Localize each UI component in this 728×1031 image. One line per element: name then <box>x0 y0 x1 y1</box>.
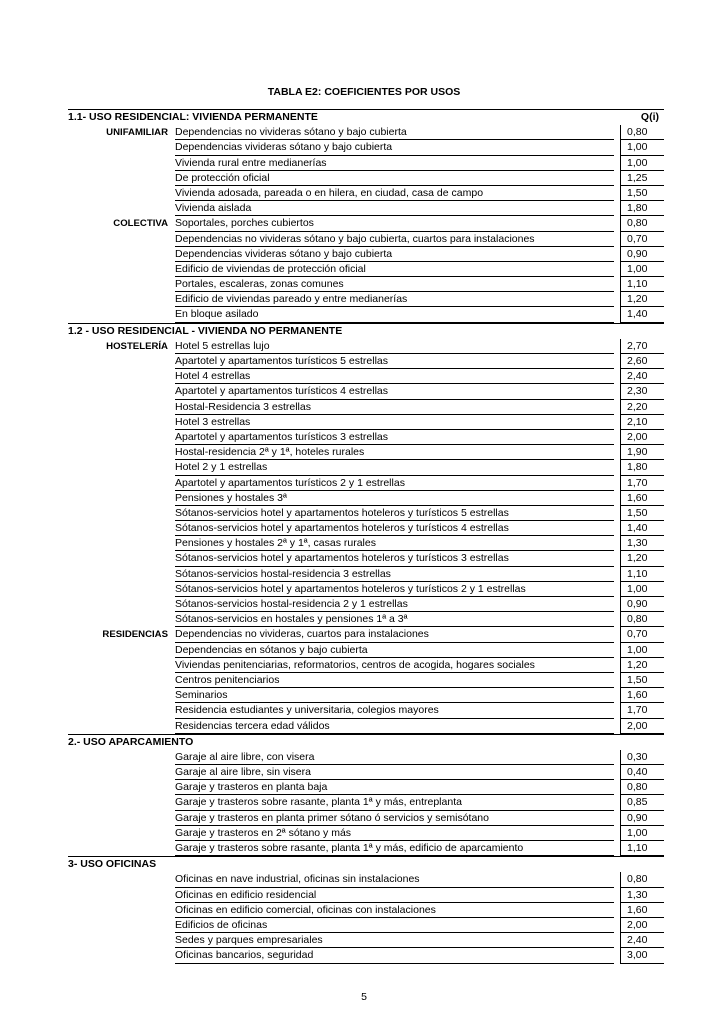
table-row <box>68 506 664 521</box>
row-description: Viviendas penitenciarias, reformatorios, centros de acogida, hogares sociales <box>175 658 614 673</box>
row-description: Dependencias no vivideras sótano y bajo cubierta, cuartos para instalaciones <box>175 232 614 247</box>
row-coefficient: 0,90 <box>620 597 664 612</box>
table-row <box>68 658 664 673</box>
row-description: Sótanos-servicios hostal-residencia 2 y 1 estrellas <box>175 597 614 612</box>
row-description: Edificio de viviendas de protección oficial <box>175 262 614 277</box>
row-description: Edificio de viviendas pareado y entre medianerías <box>175 292 614 307</box>
row-description: Dependencias no vivideras sótano y bajo cubierta <box>175 125 614 140</box>
row-description: Sótanos-servicios hotel y apartamentos hoteleros y turísticos 3 estrellas <box>175 551 614 566</box>
row-description: Residencias tercera edad válidos <box>175 719 614 734</box>
row-description: Garaje y trasteros en planta baja <box>175 780 614 795</box>
row-coefficient: 2,10 <box>620 415 664 430</box>
row-coefficient: 0,90 <box>620 811 664 826</box>
row-coefficient: 0,40 <box>620 765 664 780</box>
row-coefficient: 1,40 <box>620 307 664 322</box>
row-description: Vivienda adosada, pareada o en hilera, en ciudad, casa de campo <box>175 186 614 201</box>
row-coefficient: 1,70 <box>620 703 664 718</box>
row-description: Oficinas bancarios, seguridad <box>175 948 614 963</box>
table-row <box>68 140 664 155</box>
table-row <box>68 918 664 933</box>
table-row <box>68 826 664 841</box>
row-coefficient: 2,00 <box>620 430 664 445</box>
row-description: Garaje y trasteros en planta primer sótano ó servicios y semisótano <box>175 811 614 826</box>
table-row <box>68 262 664 277</box>
table-row <box>68 400 664 415</box>
row-description: Edificios de oficinas <box>175 918 614 933</box>
row-coefficient: 3,00 <box>620 948 664 963</box>
table-row <box>68 307 664 322</box>
row-description: Apartotel y apartamentos turísticos 2 y 1 estrellas <box>175 476 614 491</box>
row-description: De protección oficial <box>175 171 614 186</box>
row-coefficient: 0,80 <box>620 872 664 887</box>
section-heading <box>68 856 664 872</box>
row-coefficient: 1,80 <box>620 201 664 216</box>
table-row <box>68 872 664 887</box>
section-heading <box>68 323 664 339</box>
table-row <box>68 445 664 460</box>
row-description: Residencia estudiantes y universitaria, colegios mayores <box>175 703 614 718</box>
row-description: Vivienda aislada <box>175 201 614 216</box>
table-row <box>68 384 664 399</box>
table-row <box>68 430 664 445</box>
row-coefficient: 0,80 <box>620 780 664 795</box>
row-description: Oficinas en edificio residencial <box>175 888 614 903</box>
table-row <box>68 567 664 582</box>
row-coefficient: 1,25 <box>620 171 664 186</box>
row-coefficient: 1,00 <box>620 826 664 841</box>
table-row <box>68 216 664 231</box>
table-row <box>68 476 664 491</box>
row-coefficient: 1,40 <box>620 521 664 536</box>
row-description: Sótanos-servicios hotel y apartamentos hoteleros y turísticos 2 y 1 estrellas <box>175 582 614 597</box>
row-description: Dependencias vivideras sótano y bajo cubierta <box>175 140 614 155</box>
row-description: En bloque asilado <box>175 307 614 322</box>
table-row <box>68 811 664 826</box>
table-row <box>68 491 664 506</box>
row-description: Garaje y trasteros sobre rasante, planta 1ª y más, edificio de aparcamiento <box>175 841 614 856</box>
row-description: Hotel 5 estrellas lujo <box>175 339 614 354</box>
row-coefficient: 2,70 <box>620 339 664 354</box>
row-coefficient: 1,00 <box>620 643 664 658</box>
table-row <box>68 765 664 780</box>
row-coefficient: 0,70 <box>620 627 664 642</box>
row-description: Hotel 3 estrellas <box>175 415 614 430</box>
row-description: Sótanos-servicios hostal-residencia 3 estrellas <box>175 567 614 582</box>
table-row <box>68 247 664 262</box>
row-coefficient: 1,90 <box>620 445 664 460</box>
table-row <box>68 415 664 430</box>
row-coefficient: 1,80 <box>620 460 664 475</box>
row-coefficient: 1,10 <box>620 567 664 582</box>
row-coefficient: 1,70 <box>620 476 664 491</box>
row-coefficient: 1,30 <box>620 888 664 903</box>
row-coefficient: 1,20 <box>620 551 664 566</box>
table-row <box>68 460 664 475</box>
table-row <box>68 521 664 536</box>
row-coefficient: 2,60 <box>620 354 664 369</box>
row-coefficient: 0,70 <box>620 232 664 247</box>
table-row <box>68 186 664 201</box>
table-row <box>68 171 664 186</box>
table-row <box>68 125 664 140</box>
q-column-header: Q(i) <box>640 111 659 123</box>
row-coefficient: 0,80 <box>620 125 664 140</box>
row-description: Apartotel y apartamentos turísticos 5 estrellas <box>175 354 614 369</box>
row-coefficient: 0,90 <box>620 247 664 262</box>
section-heading-text: 1.2 - USO RESIDENCIAL - VIVIENDA NO PERMANENTE <box>68 324 343 337</box>
row-description: Dependencias vivideras sótano y bajo cubierta <box>175 247 614 262</box>
row-description: Garaje y trasteros en 2ª sótano y más <box>175 826 614 841</box>
row-description: Vivienda rural entre medianerías <box>175 156 614 171</box>
row-coefficient: 0,85 <box>620 795 664 810</box>
table-title: TABLA E2: COEFICIENTES POR USOS <box>267 86 461 98</box>
row-description: Garaje al aire libre, sin visera <box>175 765 614 780</box>
row-coefficient: 1,50 <box>620 506 664 521</box>
row-coefficient: 1,60 <box>620 491 664 506</box>
section-heading <box>68 734 664 750</box>
row-description: Portales, escaleras, zonas comunes <box>175 277 614 292</box>
row-coefficient: 2,00 <box>620 918 664 933</box>
section-heading-text: 1.1- USO RESIDENCIAL: VIVIENDA PERMANENTE <box>68 111 318 123</box>
table-row <box>68 156 664 171</box>
row-coefficient: 0,80 <box>620 216 664 231</box>
coefficients-table <box>68 109 664 964</box>
row-coefficient: 2,40 <box>620 369 664 384</box>
table-row <box>68 612 664 627</box>
table-row <box>68 292 664 307</box>
table-row <box>68 354 664 369</box>
row-description: Pensiones y hostales 2ª y 1ª, casas rurales <box>175 536 614 551</box>
table-row <box>68 643 664 658</box>
row-category: COLECTIVA <box>113 218 168 230</box>
row-description: Pensiones y hostales 3ª <box>175 491 614 506</box>
row-description: Hotel 4 estrellas <box>175 369 614 384</box>
table-row <box>68 688 664 703</box>
row-coefficient: 1,00 <box>620 582 664 597</box>
table-row <box>68 948 664 963</box>
row-description: Apartotel y apartamentos turísticos 3 estrellas <box>175 430 614 445</box>
row-coefficient: 1,00 <box>620 262 664 277</box>
row-coefficient: 1,10 <box>620 277 664 292</box>
row-coefficient: 0,80 <box>620 612 664 627</box>
table-row <box>68 277 664 292</box>
row-description: Oficinas en nave industrial, oficinas sin instalaciones <box>175 872 614 887</box>
row-coefficient: 1,60 <box>620 903 664 918</box>
row-coefficient: 1,20 <box>620 658 664 673</box>
table-row <box>68 582 664 597</box>
row-coefficient: 1,00 <box>620 140 664 155</box>
section-heading-text: 3- USO OFICINAS <box>68 858 157 871</box>
row-description: Soportales, porches cubiertos <box>175 216 614 231</box>
table-row <box>68 719 664 734</box>
table-row <box>68 903 664 918</box>
row-coefficient: 2,30 <box>620 384 664 399</box>
row-coefficient: 2,40 <box>620 933 664 948</box>
row-coefficient: 1,10 <box>620 841 664 856</box>
table-row <box>68 841 664 856</box>
row-coefficient: 1,60 <box>620 688 664 703</box>
page-number: 5 <box>361 991 367 1003</box>
row-category: HOSTELERÍA <box>106 340 168 352</box>
row-description: Hostal-residencia 2ª y 1ª, hoteles rurales <box>175 445 614 460</box>
row-description: Apartotel y apartamentos turísticos 4 estrellas <box>175 384 614 399</box>
table-row <box>68 597 664 612</box>
row-coefficient: 1,00 <box>620 156 664 171</box>
row-category: UNIFAMILIAR <box>106 127 168 139</box>
table-row <box>68 673 664 688</box>
table-row <box>68 339 664 354</box>
table-row <box>68 369 664 384</box>
row-coefficient: 1,50 <box>620 673 664 688</box>
row-coefficient: 1,50 <box>620 186 664 201</box>
table-row <box>68 703 664 718</box>
row-coefficient: 1,20 <box>620 292 664 307</box>
row-description: Sótanos-servicios hotel y apartamentos hoteleros y turísticos 5 estrellas <box>175 506 614 521</box>
row-description: Sótanos-servicios en hostales y pensiones 1ª a 3ª <box>175 612 614 627</box>
row-description: Garaje al aire libre, con visera <box>175 750 614 765</box>
row-description: Hotel 2 y 1 estrellas <box>175 460 614 475</box>
table-row <box>68 888 664 903</box>
row-description: Sedes y parques empresariales <box>175 933 614 948</box>
row-coefficient: 2,20 <box>620 400 664 415</box>
row-coefficient: 2,00 <box>620 719 664 734</box>
row-coefficient: 0,30 <box>620 750 664 765</box>
table-row <box>68 780 664 795</box>
row-description: Garaje y trasteros sobre rasante, planta 1ª y más, entreplanta <box>175 795 614 810</box>
table-row <box>68 551 664 566</box>
row-description: Hostal-Residencia 3 estrellas <box>175 400 614 415</box>
row-description: Seminarios <box>175 688 614 703</box>
row-description: Dependencias no vivideras, cuartos para instalaciones <box>175 627 614 642</box>
row-coefficient: 1,30 <box>620 536 664 551</box>
row-description: Sótanos-servicios hotel y apartamentos hoteleros y turísticos 4 estrellas <box>175 521 614 536</box>
table-row <box>68 201 664 216</box>
row-description: Oficinas en edificio comercial, oficinas con instalaciones <box>175 903 614 918</box>
table-row <box>68 795 664 810</box>
row-category: RESIDENCIAS <box>102 629 168 641</box>
table-row <box>68 750 664 765</box>
section-heading <box>68 109 664 125</box>
section-heading-text: 2.- USO APARCAMIENTO <box>68 735 194 748</box>
table-row <box>68 933 664 948</box>
table-row <box>68 536 664 551</box>
table-row <box>68 627 664 642</box>
row-description: Centros penitenciarios <box>175 673 614 688</box>
table-row <box>68 232 664 247</box>
row-description: Dependencias en sótanos y bajo cubierta <box>175 643 614 658</box>
